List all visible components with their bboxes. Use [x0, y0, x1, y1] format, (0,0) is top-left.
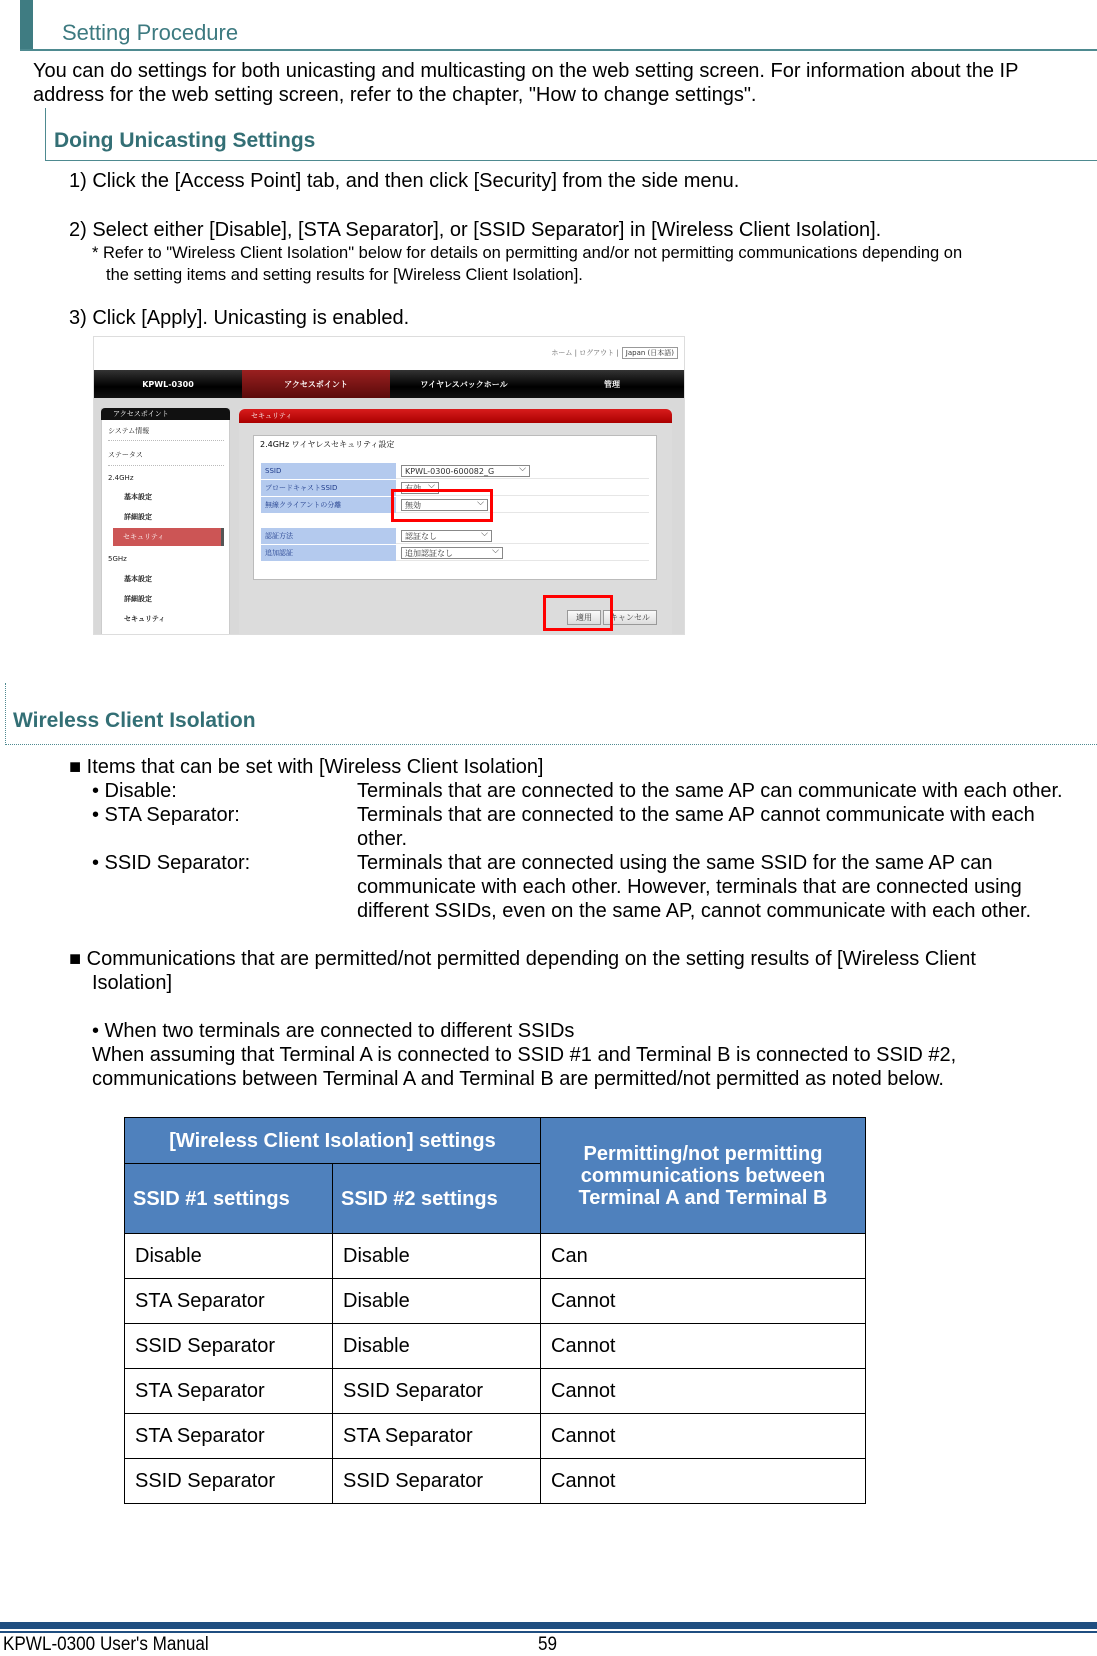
highlight-box [543, 595, 613, 631]
home-logout-links: ホーム | ログアウト | [551, 349, 619, 357]
nav-tab-admin: 管理 [604, 379, 620, 389]
apply-button: 適用 [567, 610, 601, 625]
page-number: 59 [538, 1634, 558, 1655]
item-desc: other. [357, 828, 408, 850]
cell: SSID Separator [125, 1459, 333, 1504]
language-select: Japan (日本語) [622, 347, 678, 359]
side-item-selected: セキュリティ [113, 528, 224, 546]
header-accent-bar [20, 0, 33, 50]
cell: Cannot [541, 1369, 866, 1414]
extra-auth-select: 追加認証なし ⌵ [401, 547, 503, 559]
divider [108, 440, 224, 441]
section-title: Setting Procedure [62, 20, 239, 45]
items-heading: ■ Items that can be set with [Wireless Client Isolation] [69, 756, 544, 778]
side-item: 5GHz [108, 555, 127, 563]
cell: Cannot [541, 1459, 866, 1504]
side-item: 基本設定 [124, 493, 152, 501]
item-name: • SSID Separator: [92, 852, 251, 874]
intro-text: You can do settings for both unicasting and multicasting on the web setting screen. For information about the IP [33, 60, 1019, 82]
settings-title: 2.4GHz ワイヤレスセキュリティ設定 [260, 440, 395, 449]
row-label: 追加認証 [261, 545, 396, 561]
col-header-ssid2: SSID #2 settings [333, 1164, 541, 1234]
cell: STA Separator [333, 1414, 541, 1459]
cell: Disable [125, 1234, 333, 1279]
table-row [125, 1279, 866, 1324]
footer-rule [0, 1631, 1097, 1633]
step-3: 3) Click [Apply]. Unicasting is enabled. [69, 307, 410, 329]
side-item: ステータス [108, 451, 143, 459]
divider [108, 465, 224, 466]
broadcast-select: 有効 ⌵ [401, 482, 439, 494]
cell: STA Separator [125, 1369, 333, 1414]
item-desc: Terminals that are connected using the same SSID for the same AP can [357, 852, 993, 874]
step-2-note: the setting items and setting results for [Wireless Client Isolation]. [106, 266, 583, 284]
nav-tab-backhaul: ワイヤレスバックホール [420, 379, 508, 389]
nav-tab-access-point: アクセスポイント [242, 370, 390, 398]
item-desc: communicate with each other. However, terminals that are connected using [357, 876, 1022, 898]
table-row [125, 1414, 866, 1459]
cell: STA Separator [125, 1414, 333, 1459]
footer-bar [0, 1622, 1097, 1629]
item-desc: Terminals that are connected to the same AP cannot communicate with each [357, 804, 1035, 826]
comm-heading: ■ Communications that are permitted/not permitted depending on the setting results of [Wireless Client [69, 948, 976, 970]
col-header-ssid1: SSID #1 settings [125, 1164, 333, 1234]
panel-header: セキュリティ [239, 409, 672, 423]
cell: Disable [333, 1234, 541, 1279]
cell: Cannot [541, 1324, 866, 1369]
cell: SSID Separator [333, 1459, 541, 1504]
intro-text: address for the web setting screen, refer to the chapter, "How to change settings". [33, 84, 757, 106]
row-label: SSID [261, 463, 396, 479]
cell: Can [541, 1234, 866, 1279]
header-rule [20, 49, 1097, 51]
cell: STA Separator [125, 1279, 333, 1324]
case-text: When assuming that Terminal A is connected to SSID #1 and Terminal B is connected to SSID #2, [92, 1044, 957, 1066]
cell: Disable [333, 1279, 541, 1324]
cell: Cannot [541, 1414, 866, 1459]
step-2: 2) Select either [Disable], [STA Separator], or [SSID Separator] in [Wireless Client Isolation]. [69, 219, 882, 241]
side-item: 詳細設定 [124, 595, 152, 603]
side-item: セキュリティ [124, 615, 166, 623]
footer-manual-title: KPWL-0300 User's Manual [3, 1634, 209, 1655]
table-row [125, 1234, 866, 1279]
isolation-select: 無効 ⌵ [401, 499, 488, 511]
side-menu [101, 408, 230, 635]
item-desc: different SSIDs, even on the same AP, cannot communicate with each other. [357, 900, 1032, 922]
cell: SSID Separator [125, 1324, 333, 1369]
subsection-title: Wireless Client Isolation [13, 709, 256, 732]
item-desc: Terminals that are connected to the same AP can communicate with each other. [357, 780, 1063, 802]
case-text: communications between Terminal A and Terminal B are permitted/not permitted as noted below. [92, 1068, 944, 1090]
cell: Cannot [541, 1279, 866, 1324]
table-row [125, 1459, 866, 1504]
side-item: 基本設定 [124, 575, 152, 583]
group-header: [Wireless Client Isolation] settings [125, 1118, 541, 1164]
item-name: • Disable: [92, 780, 177, 802]
comm-heading: Isolation] [92, 972, 173, 994]
cell: Disable [333, 1324, 541, 1369]
table-row [125, 1369, 866, 1414]
side-item: システム情報 [108, 427, 150, 435]
step-1: 1) Click the [Access Point] tab, and then click [Security] from the side menu. [69, 170, 740, 192]
side-item: 2.4GHz [108, 474, 134, 482]
col-header-result: Permitting/not permitting communications between Terminal A and Terminal B [541, 1118, 866, 1234]
side-item: 詳細設定 [124, 513, 152, 521]
subsection-title: Doing Unicasting Settings [54, 129, 316, 152]
item-name: • STA Separator: [92, 804, 240, 826]
row-label: 無線クライアントの分離 [261, 497, 396, 513]
case-title: • When two terminals are connected to different SSIDs [92, 1020, 575, 1042]
auth-select: 認証なし ⌵ [401, 530, 492, 542]
table-row [125, 1324, 866, 1369]
nav-bar [94, 370, 685, 398]
ssid-select: KPWL-0300-600082_G ⌵ [401, 465, 530, 477]
row-label: ブロードキャストSSID [261, 480, 396, 496]
cell: SSID Separator [333, 1369, 541, 1414]
row-label: 認証方法 [261, 528, 396, 544]
top-links [551, 347, 678, 359]
nav-product: KPWL-0300 [142, 379, 194, 389]
highlight-box [391, 489, 493, 522]
step-2-note: * Refer to "Wireless Client Isolation" below for details on permitting and/or not permitting communications depending on [92, 244, 963, 262]
cancel-button: キャンセル [603, 610, 657, 625]
isolation-table [124, 1117, 866, 1504]
side-menu-header: アクセスポイント [101, 408, 230, 420]
settings-screenshot [93, 336, 685, 635]
